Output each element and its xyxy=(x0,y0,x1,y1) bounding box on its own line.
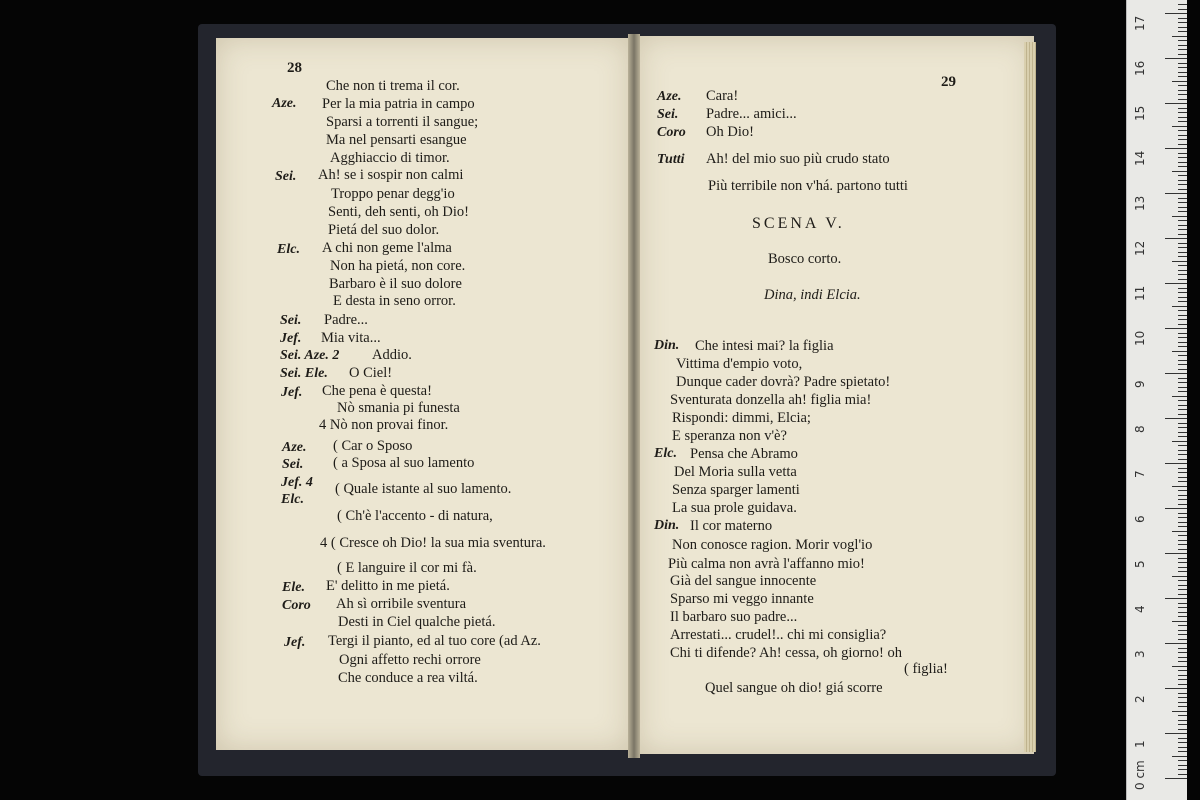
ruler-number: 4 xyxy=(1133,605,1147,613)
speaker-label: Coro xyxy=(282,598,311,613)
verse-line: E desta in seno orror. xyxy=(333,293,456,309)
dialogue-line: Che intesi mai? la figlia xyxy=(695,338,834,354)
ruler-tick xyxy=(1178,144,1187,145)
ruler-tick xyxy=(1178,468,1187,469)
ruler-tick xyxy=(1178,202,1187,203)
ruler-tick xyxy=(1178,405,1187,406)
ruler-tick xyxy=(1172,36,1187,37)
ruler-tick xyxy=(1178,459,1187,460)
ruler-tick xyxy=(1178,189,1187,190)
ruler-tick xyxy=(1178,247,1187,248)
verse-line: Padre... amici... xyxy=(706,106,797,122)
ruler-tick xyxy=(1178,706,1187,707)
verse-line: Ah! se i sospir non calmi xyxy=(318,167,464,183)
speaker-label: Aze. xyxy=(282,440,307,455)
ruler-tick xyxy=(1178,454,1187,455)
ruler-tick xyxy=(1178,198,1187,199)
dialogue-line: Vittima d'empio voto, xyxy=(676,356,803,372)
verse-line: ( Car o Sposo xyxy=(333,438,413,454)
ruler-tick xyxy=(1178,603,1187,604)
ruler-tick xyxy=(1178,297,1187,298)
ruler-number: 10 xyxy=(1133,330,1147,346)
verse-line: Più terribile non v'há. partono tutti xyxy=(708,178,908,194)
verse-line: Ma nel pensarti esangue xyxy=(326,132,467,148)
ruler-tick xyxy=(1178,436,1187,437)
ruler-tick xyxy=(1178,108,1187,109)
ruler-number: 13 xyxy=(1133,195,1147,211)
ruler-tick xyxy=(1178,229,1187,230)
ruler-tick xyxy=(1178,675,1187,676)
ruler-tick xyxy=(1165,688,1187,689)
ruler-tick xyxy=(1172,531,1187,532)
ruler-tick xyxy=(1172,666,1187,667)
ruler-tick xyxy=(1178,607,1187,608)
ruler-tick xyxy=(1178,594,1187,595)
ruler-tick xyxy=(1178,400,1187,401)
verse-line: Pietá del suo dolor. xyxy=(328,222,440,238)
speaker-label: Sei. Aze. 2 xyxy=(280,348,340,363)
ruler-tick xyxy=(1165,193,1187,194)
ruler-tick xyxy=(1178,256,1187,257)
dialogue-line: Il cor materno xyxy=(690,518,773,534)
ruler-number: 5 xyxy=(1133,560,1147,568)
speaker-label: Jef. xyxy=(284,635,306,650)
dialogue-line: Rispondi: dimmi, Elcia; xyxy=(672,410,811,426)
ruler-tick xyxy=(1178,207,1187,208)
ruler-tick xyxy=(1178,67,1187,68)
ruler-tick xyxy=(1178,243,1187,244)
verse-line: Ah sì orribile sventura xyxy=(336,596,467,612)
measurement-ruler xyxy=(1126,0,1187,800)
speaker-label: Sei. xyxy=(275,169,297,184)
ruler-tick xyxy=(1178,369,1187,370)
verse-line: Desti in Ciel qualche pietá. xyxy=(338,614,496,630)
ruler-tick xyxy=(1178,567,1187,568)
ruler-tick xyxy=(1178,157,1187,158)
ruler-tick xyxy=(1165,418,1187,419)
ruler-tick xyxy=(1178,252,1187,253)
ruler-tick xyxy=(1178,121,1187,122)
ruler-tick xyxy=(1178,535,1187,536)
ruler-tick xyxy=(1178,378,1187,379)
ruler-tick xyxy=(1178,769,1187,770)
verse-line: Padre... xyxy=(324,312,368,328)
dialogue-line: Senza sparger lamenti xyxy=(672,482,800,498)
verse-line: 4 ( Cresce oh Dio! la sua mia sventura. xyxy=(320,535,546,551)
ruler-tick xyxy=(1178,477,1187,478)
ruler-tick xyxy=(1178,409,1187,410)
ruler-tick xyxy=(1172,261,1187,262)
ruler-tick xyxy=(1172,621,1187,622)
ruler-tick xyxy=(1178,72,1187,73)
ruler-tick xyxy=(1178,355,1187,356)
ruler-tick xyxy=(1178,481,1187,482)
ruler-tick xyxy=(1165,598,1187,599)
ruler-tick xyxy=(1178,387,1187,388)
ruler-tick xyxy=(1172,441,1187,442)
ruler-tick xyxy=(1178,760,1187,761)
verse-line: Nò smania pi funesta xyxy=(337,400,460,416)
ruler-tick xyxy=(1178,648,1187,649)
verse-line: Senti, deh senti, oh Dio! xyxy=(328,204,469,220)
speaker-label: Elc. xyxy=(654,446,677,461)
ruler-tick xyxy=(1178,310,1187,311)
ruler-tick xyxy=(1172,171,1187,172)
ruler-tick xyxy=(1178,333,1187,334)
ruler-tick xyxy=(1178,49,1187,50)
ruler-tick xyxy=(1178,661,1187,662)
ruler-tick xyxy=(1178,472,1187,473)
verse-line: ( Quale istante al suo lamento. xyxy=(335,481,512,497)
ruler-tick xyxy=(1178,112,1187,113)
ruler-number: 17 xyxy=(1133,15,1147,31)
ruler-tick xyxy=(1178,499,1187,500)
ruler-tick xyxy=(1178,225,1187,226)
speaker-label: Jef. xyxy=(280,331,302,346)
ruler-tick xyxy=(1178,540,1187,541)
verse-line: ( a Sposa al suo lamento xyxy=(333,455,475,471)
ruler-tick xyxy=(1172,306,1187,307)
verse-line: Ogni affetto rechi orrore xyxy=(339,652,481,668)
ruler-tick xyxy=(1165,553,1187,554)
ruler-tick xyxy=(1178,679,1187,680)
ruler-number: 9 xyxy=(1133,380,1147,388)
ruler-tick xyxy=(1178,234,1187,235)
dialogue-line: Già del sangue innocente xyxy=(670,573,817,589)
ruler-tick xyxy=(1178,63,1187,64)
ruler-tick xyxy=(1178,738,1187,739)
ruler-number: 12 xyxy=(1133,240,1147,256)
ruler-tick xyxy=(1178,652,1187,653)
ruler-tick xyxy=(1178,414,1187,415)
dialogue-line: Chi ti difende? Ah! cessa, oh giorno! oh xyxy=(670,645,902,661)
ruler-tick xyxy=(1178,639,1187,640)
speaker-label: Aze. xyxy=(657,89,682,104)
ruler-tick xyxy=(1178,445,1187,446)
verse-line: Tergi il pianto, ed al tuo core (ad Az. xyxy=(328,633,541,649)
speaker-label: Sei. xyxy=(280,313,302,328)
ruler-tick xyxy=(1172,576,1187,577)
ruler-tick xyxy=(1178,630,1187,631)
ruler-tick xyxy=(1178,324,1187,325)
verse-line: Mia vita... xyxy=(321,330,381,346)
ruler-number: 11 xyxy=(1133,285,1147,301)
ruler-tick xyxy=(1178,139,1187,140)
ruler-tick xyxy=(1178,544,1187,545)
scene-title: SCENA V. xyxy=(752,215,845,232)
scene-characters: Dina, indi Elcia. xyxy=(764,287,861,303)
verse-line: Ah! del mio suo più crudo stato xyxy=(706,151,890,167)
ruler-tick xyxy=(1178,364,1187,365)
ruler-tick xyxy=(1178,589,1187,590)
ruler-tick xyxy=(1178,211,1187,212)
page-number: 28 xyxy=(287,60,302,76)
ruler-tick xyxy=(1178,450,1187,451)
ruler-number: 7 xyxy=(1133,470,1147,478)
ruler-tick xyxy=(1172,711,1187,712)
ruler-tick xyxy=(1178,9,1187,10)
ruler-tick xyxy=(1178,18,1187,19)
verse-line: Per la mia patria in campo xyxy=(322,96,475,112)
verse-line: A chi non geme l'alma xyxy=(322,240,452,256)
ruler-tick xyxy=(1178,724,1187,725)
ruler-tick xyxy=(1178,270,1187,271)
ruler-number: 15 xyxy=(1133,105,1147,121)
ruler-tick xyxy=(1178,571,1187,572)
ruler-tick xyxy=(1178,99,1187,100)
ruler-tick xyxy=(1178,391,1187,392)
ruler-tick xyxy=(1178,513,1187,514)
scene-setting: Bosco corto. xyxy=(768,251,842,267)
speaker-label: Sei. Ele. xyxy=(280,366,328,381)
ruler-tick xyxy=(1172,81,1187,82)
verse-line: Barbaro è il suo dolore xyxy=(329,276,462,292)
ruler-tick xyxy=(1178,747,1187,748)
ruler-tick xyxy=(1178,292,1187,293)
ruler-number: 3 xyxy=(1133,650,1147,658)
ruler-tick xyxy=(1178,319,1187,320)
ruler-tick xyxy=(1172,216,1187,217)
ruler-tick xyxy=(1178,720,1187,721)
ruler-tick xyxy=(1178,288,1187,289)
ruler-tick xyxy=(1178,180,1187,181)
verse-line: ( Ch'è l'accento - di natura, xyxy=(337,508,493,524)
dialogue-line: Il barbaro suo padre... xyxy=(670,609,798,625)
ruler-tick xyxy=(1178,657,1187,658)
ruler-tick xyxy=(1178,220,1187,221)
ruler-tick xyxy=(1178,279,1187,280)
verse-line: ( E languire il cor mi fà. xyxy=(337,560,477,576)
page-number: 29 xyxy=(941,74,956,90)
ruler-tick xyxy=(1178,702,1187,703)
ruler-tick xyxy=(1178,54,1187,55)
ruler-tick xyxy=(1178,76,1187,77)
ruler-tick xyxy=(1172,486,1187,487)
dialogue-line: Quel sangue oh dio! giá scorre xyxy=(705,680,883,696)
verse-line: Cara! xyxy=(706,88,739,104)
speaker-label: Din. xyxy=(654,518,680,533)
ruler-tick xyxy=(1178,684,1187,685)
ruler-tick xyxy=(1178,337,1187,338)
ruler-unit-label: 0 cm xyxy=(1133,760,1147,790)
ruler-tick xyxy=(1178,585,1187,586)
ruler-tick xyxy=(1178,432,1187,433)
ruler-tick xyxy=(1178,693,1187,694)
ruler-tick xyxy=(1178,625,1187,626)
ruler-tick xyxy=(1178,517,1187,518)
verse-line: Agghiaccio di timor. xyxy=(330,150,450,166)
dialogue-line: Sventurata donzella ah! figlia mia! xyxy=(670,392,872,408)
ruler-tick xyxy=(1178,670,1187,671)
ruler-tick xyxy=(1165,103,1187,104)
dialogue-line: Arrestati... crudel!.. chi mi consiglia? xyxy=(670,627,887,643)
ruler-tick xyxy=(1178,315,1187,316)
verse-line: Oh Dio! xyxy=(706,124,754,140)
ruler-tick xyxy=(1178,184,1187,185)
speaker-label: Ele. xyxy=(282,580,305,595)
verse-line: Che conduce a rea viltá. xyxy=(338,670,478,686)
ruler-tick xyxy=(1178,342,1187,343)
ruler-tick xyxy=(1165,373,1187,374)
ruler-tick xyxy=(1165,148,1187,149)
ruler-tick xyxy=(1178,382,1187,383)
ruler-tick xyxy=(1178,549,1187,550)
ruler-number: 8 xyxy=(1133,425,1147,433)
ruler-tick xyxy=(1172,351,1187,352)
dialogue-line: ( figlia! xyxy=(904,661,948,677)
verse-line: Addio. xyxy=(372,347,412,363)
verse-line: Troppo penar degg'io xyxy=(331,186,455,202)
ruler-tick xyxy=(1165,463,1187,464)
ruler-tick xyxy=(1178,175,1187,176)
ruler-tick xyxy=(1165,733,1187,734)
ruler-tick xyxy=(1178,765,1187,766)
ruler-tick xyxy=(1178,715,1187,716)
dialogue-line: La sua prole guidava. xyxy=(672,500,797,516)
ruler-tick xyxy=(1178,85,1187,86)
verse-line: Sparsi a torrenti il sangue; xyxy=(326,114,479,130)
speaker-label: Aze. xyxy=(272,96,297,111)
ruler-tick xyxy=(1165,328,1187,329)
ruler-tick xyxy=(1165,238,1187,239)
ruler-tick xyxy=(1178,45,1187,46)
dialogue-line: Pensa che Abramo xyxy=(690,446,798,462)
ruler-tick xyxy=(1178,427,1187,428)
ruler-tick xyxy=(1165,58,1187,59)
ruler-tick xyxy=(1178,490,1187,491)
speaker-label: Elc. xyxy=(277,242,300,257)
ruler-tick xyxy=(1165,283,1187,284)
ruler-tick xyxy=(1178,301,1187,302)
speaker-label: Jef. xyxy=(281,385,303,400)
ruler-tick xyxy=(1178,360,1187,361)
ruler-tick xyxy=(1178,423,1187,424)
verse-line: Che pena è questa! xyxy=(322,383,432,399)
speaker-label: Elc. xyxy=(281,492,304,507)
ruler-tick xyxy=(1178,751,1187,752)
ruler-tick xyxy=(1178,742,1187,743)
ruler-tick xyxy=(1165,643,1187,644)
speaker-label: Sei. xyxy=(657,107,679,122)
ruler-tick xyxy=(1178,346,1187,347)
ruler-tick xyxy=(1178,504,1187,505)
ruler-tick xyxy=(1178,166,1187,167)
ruler-tick xyxy=(1178,616,1187,617)
verse-line: Non ha pietá, non core. xyxy=(330,258,466,274)
speaker-label: Sei. xyxy=(282,457,304,472)
ruler-tick xyxy=(1178,562,1187,563)
ruler-number: 14 xyxy=(1133,150,1147,166)
ruler-tick xyxy=(1178,4,1187,5)
verse-line: 4 Nò non provai finor. xyxy=(319,417,449,433)
book-gutter xyxy=(628,34,640,758)
verse-line: Che non ti trema il cor. xyxy=(326,78,460,94)
ruler-tick xyxy=(1178,774,1187,775)
dialogue-line: Sparso mi veggo innante xyxy=(670,591,814,607)
ruler-tick xyxy=(1178,634,1187,635)
ruler-tick xyxy=(1172,126,1187,127)
ruler-tick xyxy=(1178,558,1187,559)
ruler-tick xyxy=(1178,135,1187,136)
ruler-tick xyxy=(1172,756,1187,757)
ruler-tick xyxy=(1178,162,1187,163)
ruler-number: 6 xyxy=(1133,515,1147,523)
dialogue-line: Dunque cader dovrà? Padre spietato! xyxy=(676,374,891,390)
ruler-tick xyxy=(1178,526,1187,527)
page-edges xyxy=(1024,42,1036,752)
ruler-tick xyxy=(1178,94,1187,95)
ruler-tick xyxy=(1178,27,1187,28)
dialogue-line: Più calma non avrà l'affanno mio! xyxy=(668,556,865,572)
ruler-tick xyxy=(1178,265,1187,266)
ruler-number: 2 xyxy=(1133,695,1147,703)
ruler-tick xyxy=(1178,522,1187,523)
dialogue-line: E speranza non v'è? xyxy=(672,428,787,444)
ruler-tick xyxy=(1165,508,1187,509)
ruler-tick xyxy=(1178,130,1187,131)
speaker-label: Jef. 4 xyxy=(281,475,313,490)
ruler-number: 16 xyxy=(1133,60,1147,76)
verse-line: O Ciel! xyxy=(349,365,393,381)
dialogue-line: Non conosce ragion. Morir vogl'io xyxy=(672,537,873,553)
ruler-tick xyxy=(1165,13,1187,14)
ruler-tick xyxy=(1178,580,1187,581)
ruler-tick xyxy=(1172,396,1187,397)
ruler-number: 1 xyxy=(1133,740,1147,748)
ruler-tick xyxy=(1178,90,1187,91)
ruler-tick xyxy=(1178,612,1187,613)
ruler-tick xyxy=(1178,729,1187,730)
ruler-tick xyxy=(1178,153,1187,154)
ruler-tick xyxy=(1178,697,1187,698)
ruler-tick xyxy=(1178,31,1187,32)
ruler-tick xyxy=(1178,117,1187,118)
ruler-tick xyxy=(1178,22,1187,23)
ruler-tick xyxy=(1178,274,1187,275)
dialogue-line: Del Moria sulla vetta xyxy=(674,464,797,480)
speaker-label: Coro xyxy=(657,125,686,140)
ruler-tick xyxy=(1178,40,1187,41)
speaker-label: Tutti xyxy=(657,152,685,167)
ruler-tick xyxy=(1178,495,1187,496)
ruler-tick xyxy=(1165,778,1187,779)
verse-line: E' delitto in me pietá. xyxy=(326,578,450,594)
speaker-label: Din. xyxy=(654,338,680,353)
